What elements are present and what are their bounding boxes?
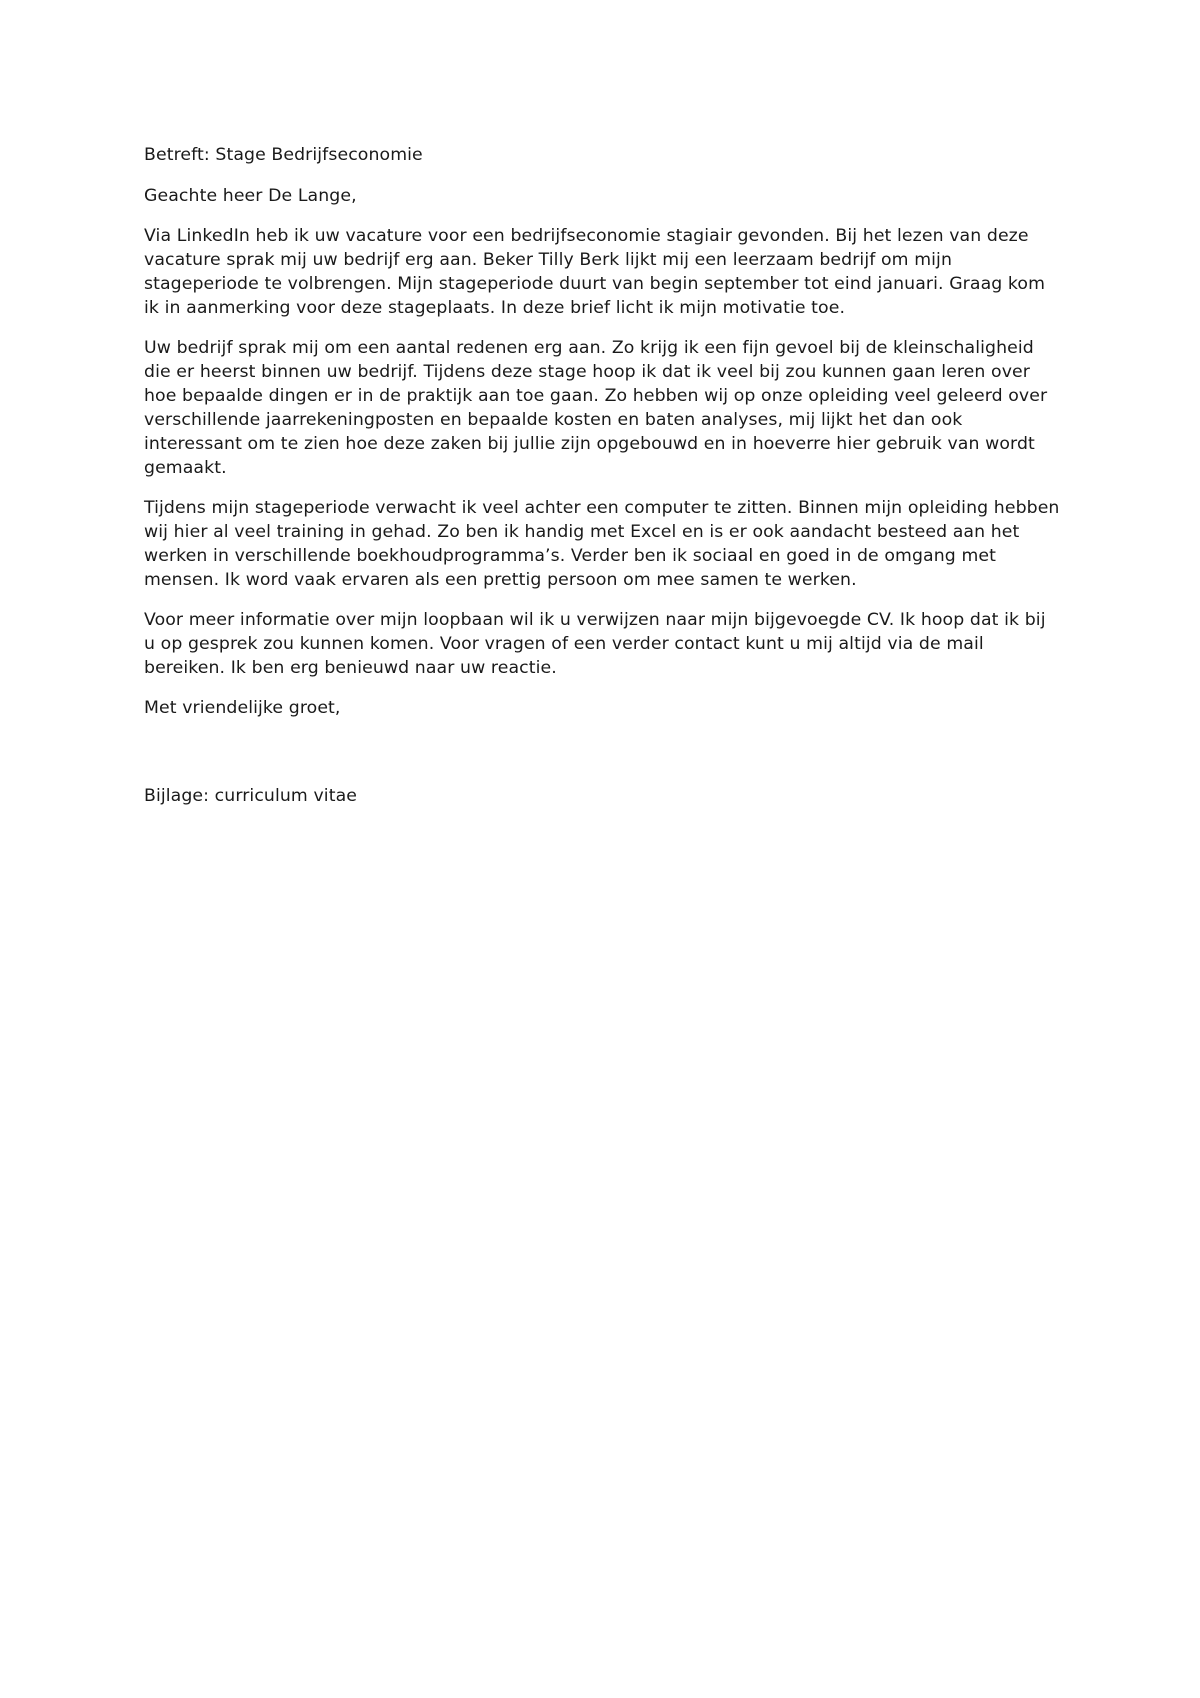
letter-closing: Met vriendelijke groet,	[144, 698, 341, 718]
letter-paragraph: Uw bedrijf sprak mij om een aantal redenen erg aan. Zo krijg ik een fijn gevoel bij de kleinschaligheid die er heerst binnen uw bedrijf. Tijdens deze stage hoop ik dat ik veel bij zou kunnen gaan leren over hoe bepaalde dingen er in de praktijk aan toe gaan. Zo hebben wij op onze opleiding veel geleerd over verschillende jaarrekeningposten en bepaalde kosten en baten analyses, mij lijkt het dan ook interessant om te zien hoe deze zaken bij jullie zijn opgebouwd en in hoeverre hier gebruik van wordt gemaakt.	[144, 338, 1048, 478]
letter-attachment: Bijlage: curriculum vitae	[144, 786, 357, 806]
letter-paragraph: Tijdens mijn stageperiode verwacht ik veel achter een computer te zitten. Binnen mijn opleiding hebben wij hier al veel training in gehad. Zo ben ik handig met Excel en is er ook aandacht besteed aan het werken in verschillende boekhoudprogramma’s. Verder ben ik sociaal en goed in de omgang met mensen. Ik word vaak ervaren als een prettig persoon om mee samen te werken.	[144, 498, 1060, 590]
letter-paragraph: Via LinkedIn heb ik uw vacature voor een bedrijfseconomie stagiair gevonden. Bij het lezen van deze vacature sprak mij uw bedrijf erg aan. Beker Tilly Berk lijkt mij een leerzaam bedrijf om mijn stageperiode te volbrengen. Mijn stageperiode duurt van begin september tot eind januari. Graag kom ik in aanmerking voor deze stageplaats. In deze brief licht ik mijn motivatie toe.	[144, 226, 1046, 318]
letter-body	[144, 143, 1062, 808]
letter-subject: Betreft: Stage Bedrijfseconomie	[144, 145, 423, 165]
letter-salutation: Geachte heer De Lange,	[144, 186, 357, 206]
letter-paragraph: Voor meer informatie over mijn loopbaan wil ik u verwijzen naar mijn bijgevoegde CV. Ik hoop dat ik bij u op gesprek zou kunnen komen. Voor vragen of een verder contact kunt u mij altijd via de mail bereiken. Ik ben erg benieuwd naar uw reactie.	[144, 610, 1046, 678]
